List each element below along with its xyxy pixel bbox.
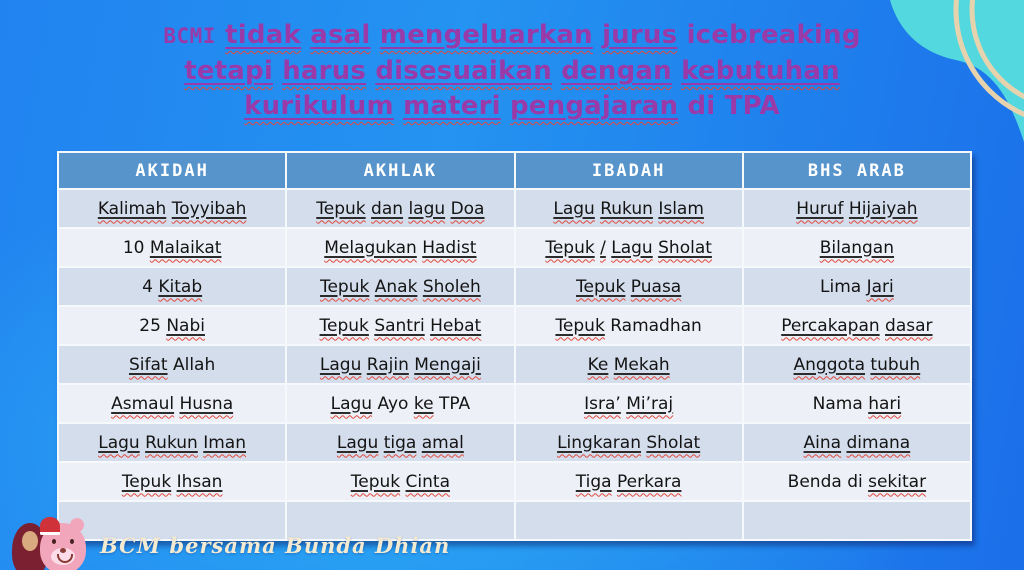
word: 25: [139, 315, 161, 336]
word: 4: [142, 276, 153, 297]
word: Lagu: [330, 393, 373, 414]
word: kurikulum: [244, 91, 394, 121]
table-cell: [743, 384, 971, 423]
word: Iman: [203, 432, 246, 453]
bear-ear: [70, 518, 84, 532]
table-cell: [743, 267, 971, 306]
word: Lagu: [336, 432, 379, 453]
word: Benda: [787, 471, 842, 492]
word: Puasa: [630, 276, 682, 297]
word: tidak: [225, 20, 301, 50]
word: jurus: [602, 20, 678, 50]
column-header: BHS ARAB: [743, 152, 971, 189]
word: Cinta: [405, 471, 450, 492]
word: Anak: [374, 276, 418, 297]
ring-icon: [972, 0, 1024, 108]
word: BCMI: [163, 24, 216, 48]
table-row: [58, 228, 971, 267]
table-cell: [286, 462, 514, 501]
table-row: [58, 306, 971, 345]
word: Percakapan: [781, 315, 880, 336]
word: Lagu: [319, 354, 362, 375]
word: Lagu: [553, 198, 595, 219]
table-cell: [286, 267, 514, 306]
table-cell: [743, 501, 971, 540]
word: dimana: [846, 432, 911, 453]
table-cell: [286, 189, 514, 228]
word: Tepuk: [545, 237, 595, 258]
word: harus: [282, 56, 367, 86]
word: sekitar: [868, 471, 927, 492]
logo-photo: [12, 511, 86, 569]
table-cell: [743, 228, 971, 267]
table-body: [58, 189, 971, 540]
word: /: [600, 237, 606, 258]
title-line: [60, 89, 964, 124]
bear-eye: [70, 539, 74, 544]
column-header: AKIDAH: [58, 152, 286, 189]
word: icebreaking: [686, 20, 861, 50]
word: TPA: [438, 393, 471, 414]
word: dan: [371, 198, 404, 219]
word: Tepuk: [350, 471, 401, 492]
word: Rajin: [366, 354, 409, 375]
table-cell: [286, 384, 514, 423]
word: kebutuhan: [681, 56, 840, 86]
table-cell: [743, 423, 971, 462]
word: Malaikat: [149, 237, 222, 258]
word: tiga: [383, 432, 417, 453]
table-cell: [58, 306, 286, 345]
bear-nose: [60, 548, 66, 553]
table-cell: [515, 501, 743, 540]
table-row: [58, 384, 971, 423]
word: Ihsan: [176, 471, 223, 492]
table-cell: [58, 462, 286, 501]
word: Sifat: [128, 354, 168, 375]
word: dengan: [561, 56, 672, 86]
table-cell: [58, 267, 286, 306]
word: hari: [868, 393, 902, 414]
table-header-row: [58, 152, 971, 189]
word: Tiga: [575, 471, 612, 492]
word: Rukun: [600, 198, 653, 219]
word: Santri: [374, 315, 425, 336]
word: Lagu: [98, 432, 140, 453]
table-cell: [58, 189, 286, 228]
table-cell: [58, 228, 286, 267]
table-cell: [58, 384, 286, 423]
word: Nama: [812, 393, 863, 414]
word: Ayo: [377, 393, 409, 414]
table-cell: [515, 228, 743, 267]
word: Mengaji: [414, 354, 481, 375]
bear-eye: [52, 539, 56, 544]
word: Tepuk: [121, 471, 172, 492]
word: dasar: [885, 315, 933, 336]
word: Asmaul: [111, 393, 175, 414]
word: Islam: [658, 198, 704, 219]
word: Nabi: [166, 315, 205, 336]
table-cell: [743, 345, 971, 384]
column-header: IBADAH: [515, 152, 743, 189]
table-cell: [515, 306, 743, 345]
word: materi: [403, 91, 501, 121]
table-cell: [743, 462, 971, 501]
word: Ramadhan: [610, 315, 702, 336]
word: tubuh: [870, 354, 921, 375]
word: Ke: [587, 354, 609, 375]
word: TPA: [724, 91, 780, 121]
word: Doa: [450, 198, 485, 219]
materials-table-wrap: [57, 151, 972, 541]
face-shape: [22, 531, 38, 551]
word: Aina: [803, 432, 842, 453]
table-cell: [743, 306, 971, 345]
table-cell: [286, 306, 514, 345]
word: Kalimah: [97, 198, 167, 219]
word: Tepuk: [319, 315, 369, 336]
word: Bilangan: [819, 237, 895, 258]
materials-table: [57, 151, 972, 541]
word: Huruf: [796, 198, 844, 219]
ring-icon: [956, 0, 1024, 124]
table-cell: [286, 228, 514, 267]
table-cell: [515, 462, 743, 501]
word: Tepuk: [576, 276, 626, 297]
word: Anggota: [793, 354, 866, 375]
word: Sholeh: [422, 276, 481, 297]
word: mengeluarkan: [379, 20, 593, 50]
table-cell: [286, 423, 514, 462]
table-row: [58, 267, 971, 306]
table-cell: [515, 384, 743, 423]
word: Mekah: [613, 354, 670, 375]
bear-puppet-icon: [40, 523, 86, 570]
word: Hijaiyah: [848, 198, 918, 219]
word: Toyyibah: [171, 198, 247, 219]
table-cell: [286, 345, 514, 384]
word: Perkara: [616, 471, 682, 492]
word: Lagu: [611, 237, 653, 258]
footer: [12, 510, 450, 570]
column-header: AKHLAK: [286, 152, 514, 189]
table-row: [58, 462, 971, 501]
word: Tepuk: [319, 276, 370, 297]
table-cell: [515, 189, 743, 228]
table-cell: [58, 423, 286, 462]
word: Isra’: [584, 393, 621, 414]
word: Lima: [820, 276, 862, 297]
word: Melagukan: [324, 237, 417, 258]
word: Sholat: [658, 237, 712, 258]
word: Jari: [866, 276, 894, 297]
table-row: [58, 345, 971, 384]
word: Lingkaran: [557, 432, 641, 453]
table-row: [58, 423, 971, 462]
word: di: [687, 91, 716, 121]
slide-title: [60, 18, 964, 124]
word: Kitab: [158, 276, 203, 297]
word: di: [847, 471, 863, 492]
word: Sholat: [646, 432, 701, 453]
word: Mi’raj: [626, 393, 674, 414]
word: pengajaran: [509, 91, 679, 121]
word: tetapi: [184, 56, 273, 86]
word: Hadist: [422, 237, 477, 258]
title-line: [60, 54, 964, 89]
title-line: [60, 18, 964, 54]
word: lagu: [408, 198, 446, 219]
word: Allah: [172, 354, 216, 375]
word: asal: [310, 20, 371, 50]
table-cell: [743, 189, 971, 228]
word: ke: [413, 393, 434, 414]
bear-cap: [40, 517, 60, 535]
word: disesuaikan: [375, 56, 552, 86]
word: Hebat: [430, 315, 482, 336]
word: 10: [122, 237, 145, 258]
word: amal: [421, 432, 464, 453]
word: Tepuk: [555, 315, 605, 336]
table-cell: [515, 423, 743, 462]
table-cell: [515, 267, 743, 306]
brand-text: BCM bersama Bunda Dhian: [100, 532, 451, 558]
word: Tepuk: [316, 198, 366, 219]
table-cell: [58, 345, 286, 384]
table-row: [58, 189, 971, 228]
word: Rukun: [145, 432, 198, 453]
table-cell: [515, 345, 743, 384]
word: Husna: [179, 393, 234, 414]
